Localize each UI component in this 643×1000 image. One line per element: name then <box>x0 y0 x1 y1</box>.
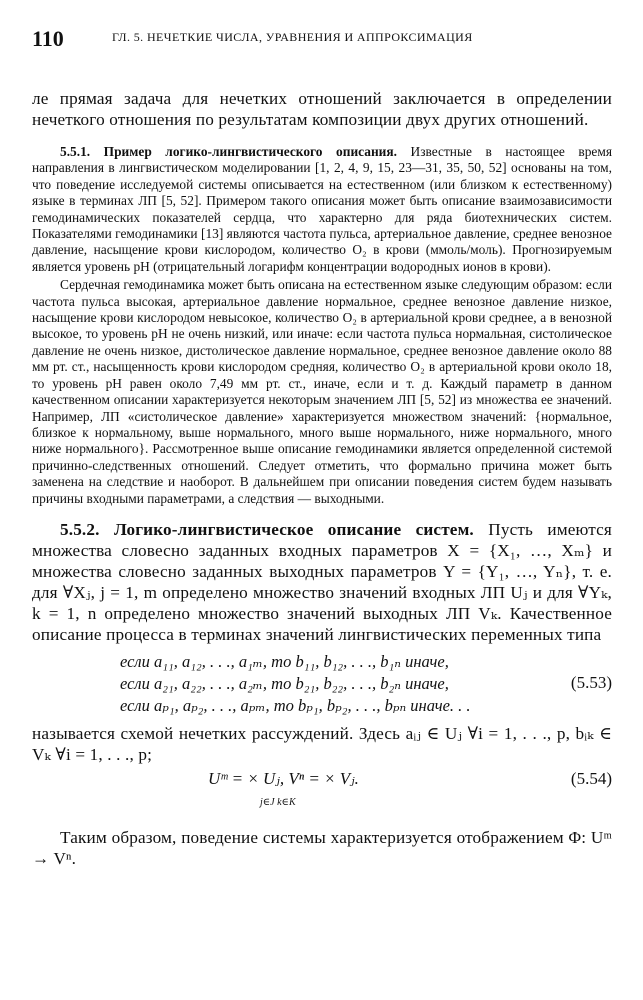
formula-5-53-line-3: если aₚ₁, aₚ₂, . . ., aₚₘ, то bₚ₁, bₚ₂, . . ., bₚₙ иначе. . . <box>120 695 471 715</box>
intro-paragraph: ле прямая задача для нечетких отношений заключается в определении нечеткого отношения по результатам композиции двух других отношений. <box>32 89 612 129</box>
section-5-5-1-text-1: Известные в настоящее время направления в лингвистическом моделировании [1, 2, 4, 9, 15, 23—31, 35, 50, 52] основаны на том, что поведение исследуемой системы описывается на естественном (или близком к естественному) языке в терминах ЛП [5, 52]. Примером такого описания может быть описание взаимозависимости гемодинамических показателей сердца, что характерно для ряда биотехнических систем. Показателями гемодинамики [13] являются частота пульса, артериальное давление, среднее венозное давление, насыщение крови кислородом, количество O₂ в крови (ммоль/моль). Прогнозируемым является уровень pH (отрицательный логарифм концентрации водородных ионов в крови). <box>32 144 612 274</box>
equation-number-5-53: (5.53) <box>570 672 612 692</box>
formula-5-53-line-1: если a₁₁, a₁₂, . . ., a₁ₘ, то b₁₁, b₁₂, . . ., b₁ₙ иначе, <box>120 651 449 671</box>
formula-5-54-subscripts: j∈J k∈K <box>260 796 296 808</box>
section-5-5-1-paragraph-1 <box>32 144 612 275</box>
section-5-5-1-paragraph-2: Сердечная гемодинамика может быть описана на естественном языке следующим образом: если частота пульса высокая, артериальное давление нормальное, среднее венозное давление низкое, насыщение крови кислородом невысокое, количество O₂ в артериальной крови среднее, а в венозной высокое, то уровень pH не очень низкий, или иначе: если частота пульса нормальная, систолическое давление не очень низкое, дистолическое давление нормальное, среднее венозное давление около 88 мм рт. ст., насыщенность крови кислородом средняя, количество O₂ в артериальной крови около 18, то уровень pH равен около 7,49 мм рт. ст., иначе, если и т. д. Каждый параметр в данном качественном описании характеризуется некоторым значением ЛП [5, 52] из множества ее значений. Например, ЛП «систолическое давление» характеризуется множеством значений: {нормальное, близкое к нормальному, выше нормального, много выше нормального, ниже нормального, много ниже нормального}. Рассмотренное выше описание гемодинамики является определенной системой причинно-следственных отношений. Следует отметить, что формально причина может быть заменена на следствие и наоборот. В дальнейшем при описании поведения систем будем называть причины входными параметрами, а следствия — выходными. <box>32 277 612 506</box>
formula-5-53-line-2: если a₂₁, a₂₂, . . ., a₂ₘ, то b₂₁, b₂₂, . . ., b₂ₙ иначе, <box>120 673 449 693</box>
running-head: ГЛ. 5. НЕЧЕТКИЕ ЧИСЛА, УРАВНЕНИЯ И АППРОКСИМАЦИЯ <box>112 30 473 44</box>
after-formula-paragraph: называется схемой нечетких рассуждений. Здесь aᵢⱼ ∈ Uⱼ ∀i = 1, . . ., p, bᵢₖ ∈ Vₖ ∀i = 1, . . ., p; <box>32 723 612 764</box>
section-5-5-2-text: Пусть имеются множества словесно заданных входных параметров X = {X₁, …, Xₘ} и множества словесно заданных выходных параметров Y = {Y₁, …, Yₙ}, т. е. для ∀Xⱼ, j = 1, m определено множество значений входных ЛП Uⱼ и для ∀Yₖ, k = 1, n определено множество значений выходных ЛП Vₖ. Качественное описание процесса в терминах значений лингвистических переменных типа <box>32 519 612 644</box>
equation-number-5-54: (5.54) <box>570 768 612 788</box>
formula-5-54 <box>32 767 612 813</box>
formula-5-53 <box>32 651 612 719</box>
formula-5-54-expression: Uᵐ = × Uⱼ, Vⁿ = × Vⱼ. <box>208 768 359 788</box>
final-paragraph: Таким образом, поведение системы характеризуется отображением Φ: Uᵐ → Vⁿ. <box>32 827 612 868</box>
page-header <box>32 22 612 51</box>
book-page <box>32 22 612 869</box>
page-number: 110 <box>32 26 64 51</box>
section-5-5-2-paragraph <box>32 519 612 645</box>
section-5-5-2-title: 5.5.2. Логико-лингвистическое описание систем. <box>60 519 474 539</box>
section-5-5-1-title: 5.5.1. Пример логико-лингвистического описания. <box>60 144 397 159</box>
